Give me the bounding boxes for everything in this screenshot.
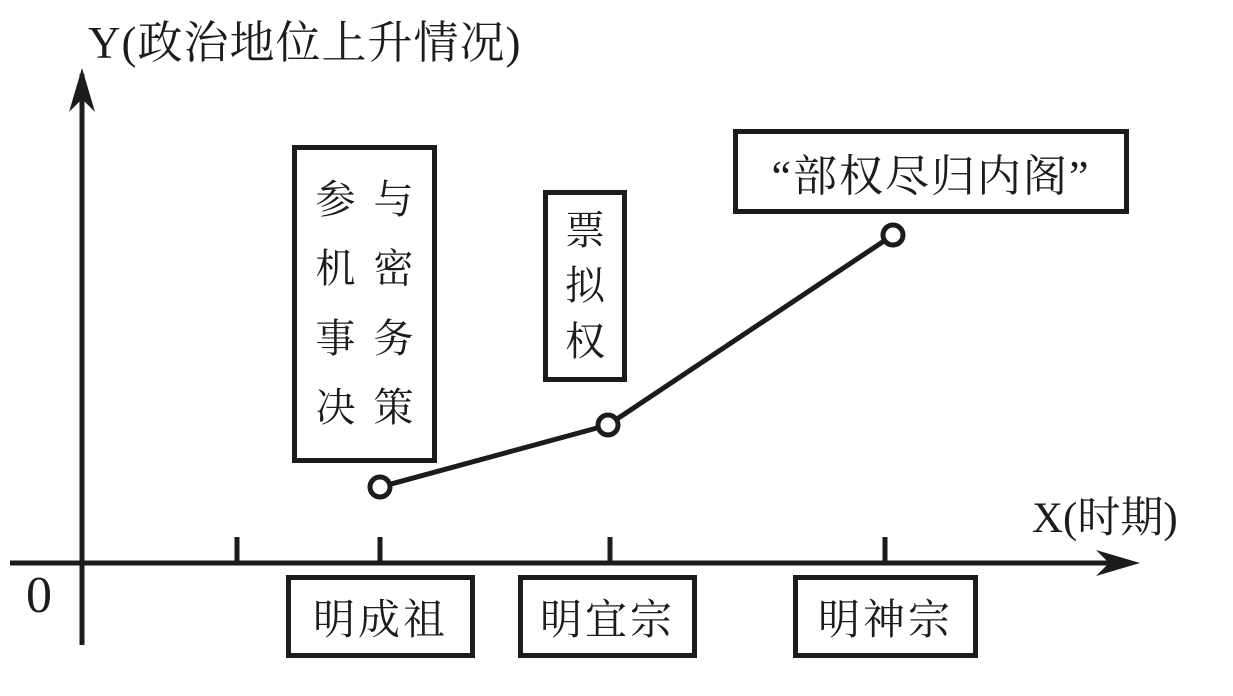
- annotation-box-xuanzong-power: [543, 190, 627, 382]
- x-category-label: 明宜宗: [539, 597, 675, 644]
- y-axis-label: Y(政治地位上升情况): [88, 18, 522, 68]
- annotation-line: 决策: [315, 385, 432, 431]
- x-category-label: 明神宗: [817, 597, 953, 644]
- annotation-text: “部权尽归内阁”: [771, 151, 1091, 201]
- trend-line: [380, 235, 893, 487]
- annotation-box-chengzu-power: [292, 145, 437, 463]
- x-category-box-shenzong: [793, 575, 978, 658]
- x-axis-ticks: [237, 537, 885, 563]
- annotation-line: 参与: [315, 176, 432, 222]
- annotation-box-shenzong-power: [733, 129, 1129, 214]
- annotation-line: 机密: [315, 246, 432, 292]
- data-point: [598, 415, 618, 435]
- origin-label: 0: [26, 567, 52, 624]
- x-category-label: 明成祖: [312, 597, 448, 644]
- annotation-line: 权: [565, 318, 605, 364]
- x-category-box-chengzu: [286, 575, 475, 658]
- trend-line-series: [370, 225, 903, 497]
- data-point: [883, 225, 903, 245]
- annotation-line: 事务: [315, 315, 432, 361]
- x-axis-label: X(时期): [1032, 495, 1178, 542]
- data-point: [370, 477, 390, 497]
- x-category-box-xuanzong: [518, 575, 697, 658]
- annotation-line: 票: [565, 207, 605, 253]
- annotation-line: 拟: [565, 263, 605, 308]
